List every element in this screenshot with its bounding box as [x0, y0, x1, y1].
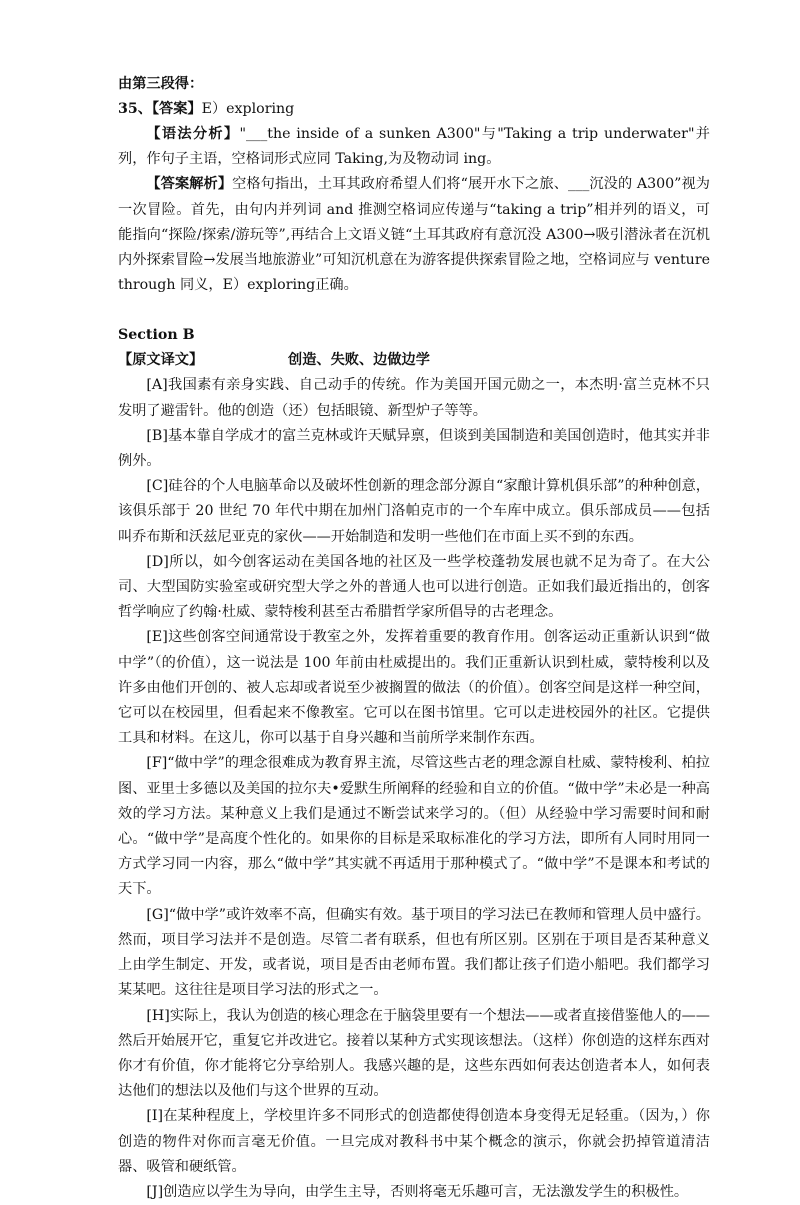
section-heading: Section B	[118, 327, 195, 344]
translation-title-row	[118, 348, 710, 373]
grammar-analysis	[118, 122, 710, 172]
explain-text: 空格句指出，土耳其政府希望人们将“展开水下之旅、___沉没的 A300”视为一次冒险。首先，由句内并列词 and 推测空格词应传递与“taking a trip”相并列的语义，可能指向“探险/探索/游玩等”,再结合上文语义链“土耳其政府有意沉没 A300→吸引潜泳者在沉机内外探索冒险→发展当地旅游业”可知沉机意在为游客提供探索冒险之地，空格词应与 venture through 同义，E）exploring正确。	[118, 176, 710, 294]
paragraph-i: [I]在某种程度上，学校里许多不同形式的创造都使得创造本身变得无足轻重。（因为，）你创造的物件对你而言毫无价值。一旦完成对教科书中某个概念的演示，你就会扔掉管道清洁器、吸管和硬纸管。	[118, 1108, 710, 1175]
explain-tag: 【答案解析】	[146, 176, 233, 193]
grammar-text: "___the inside of a sunken A300"与"Taking a trip underwater"并列，作句子主语，空格词形式应同 Taking,为及物动词 ing。	[118, 126, 710, 168]
paragraph-e: [E]这些创客空间通常设于教室之外，发挥着重要的教育作用。创客运动正重新认识到“做中学”（的价值），这一说法是 100 年前由杜威提出的。我们正重新认识到杜威，蒙特梭利以及许多由他们开创的、被人忘却或者说至少被搁置的做法（的价值）。创客空间是这样一种空间，它可以在校园里，但看起来不像教室。它可以在图书馆里。它可以走进校园外的社区。它提供工具和材料。在这儿，你可以基于自身兴趣和当前所学来制作东西。	[118, 629, 710, 747]
from-paragraph-label: 由第三段得：	[118, 76, 204, 92]
answer-explanation	[118, 172, 710, 298]
paragraph-b: [B]基本靠自学成才的富兰克林或许天赋异禀，但谈到美国制造和美国创造时，他其实并非例外。	[118, 427, 710, 470]
paragraph-j: [J]创造应以学生为导向，由学生主导，否则将毫无乐趣可言，无法激发学生的积极性。	[146, 1183, 689, 1200]
grammar-tag: 【语法分析】	[146, 126, 240, 142]
paragraph-c: [C]硅谷的个人电脑革命以及破坏性创新的理念部分源自“家酿计算机俱乐部”的种种创意，该俱乐部于 20 世纪 70 年代中期在加州门洛帕克市的一个车库中成立。俱乐部成员——包括叫乔布斯和沃兹尼亚克的家伙——开始制造和发明一些他们在市面上买不到的东西。	[118, 478, 710, 545]
paragraph-a: [A]我国素有亲身实践、自己动手的传统。作为美国开国元勋之一，本杰明·富兰克林不只发明了避雷针。他的创造（还）包括眼镜、新型炉子等等。	[118, 377, 710, 419]
paragraph-g: [G]“做中学”或许效率不高，但确实有效。基于项目的学习法已在教师和管理人员中盛行。然而，项目学习法并不是创造。尽管二者有联系，但也有所区别。区别在于项目是否某种意义上由学生制定、开发，或者说，项目是否由老师布置。我们都让孩子们造小船吧。我们都学习某某吧。这往往是项目学习法的形式之一。	[118, 906, 710, 999]
translation-title: 创造、失败、边做边学	[288, 352, 430, 369]
paragraph-f: [F]“做中学”的理念很难成为教育界主流，尽管这些古老的理念源自杜威、蒙特梭利、柏拉图、亚里士多德以及美国的拉尔夫•爱默生所阐释的经验和自立的价值。“做中学”未必是一种高效的学习方法。某种意义上我们是通过不断尝试来学习的。（但）从经验中学习需要时间和耐心。“做中学”是高度个性化的。如果你的目标是采取标准化的学习方法，即所有人同时用同一方式学习同一内容，那么“做中学”其实就不再适用于那种模式了。“做中学”不是课本和考试的天下。	[118, 755, 710, 898]
paragraph-d: [D]所以，如今创客运动在美国各地的社区及一些学校蓬勃发展也就不足为奇了。在大公司、大型国防实验室或研究型大学之外的普通人也可以进行创造。正如我们最近指出的，创客哲学响应了约翰·杜威、蒙特梭利甚至古希腊哲学家所倡导的古老理念。	[118, 553, 710, 621]
answer-value: E）exploring	[201, 101, 295, 117]
question-35-answer	[118, 97, 710, 122]
translation-tag: 【原文译文】	[118, 352, 204, 369]
question-number: 35、	[118, 101, 152, 117]
paragraph-h: [H]实际上，我认为创造的核心理念在于脑袋里要有一个想法——或者直接借鉴他人的——然后开始展开它，重复它并改进它。接着以某种方式实现该想法。（这样）你创造的这样东西对你才有价值，你才能将它分享给别人。我感兴趣的是，这些东西如何表达创造者本人，如何表达他们的想法以及他们与这个世界的互动。	[118, 1007, 710, 1100]
answer-tag: 【答案】	[151, 101, 202, 117]
document-page	[118, 72, 710, 1205]
